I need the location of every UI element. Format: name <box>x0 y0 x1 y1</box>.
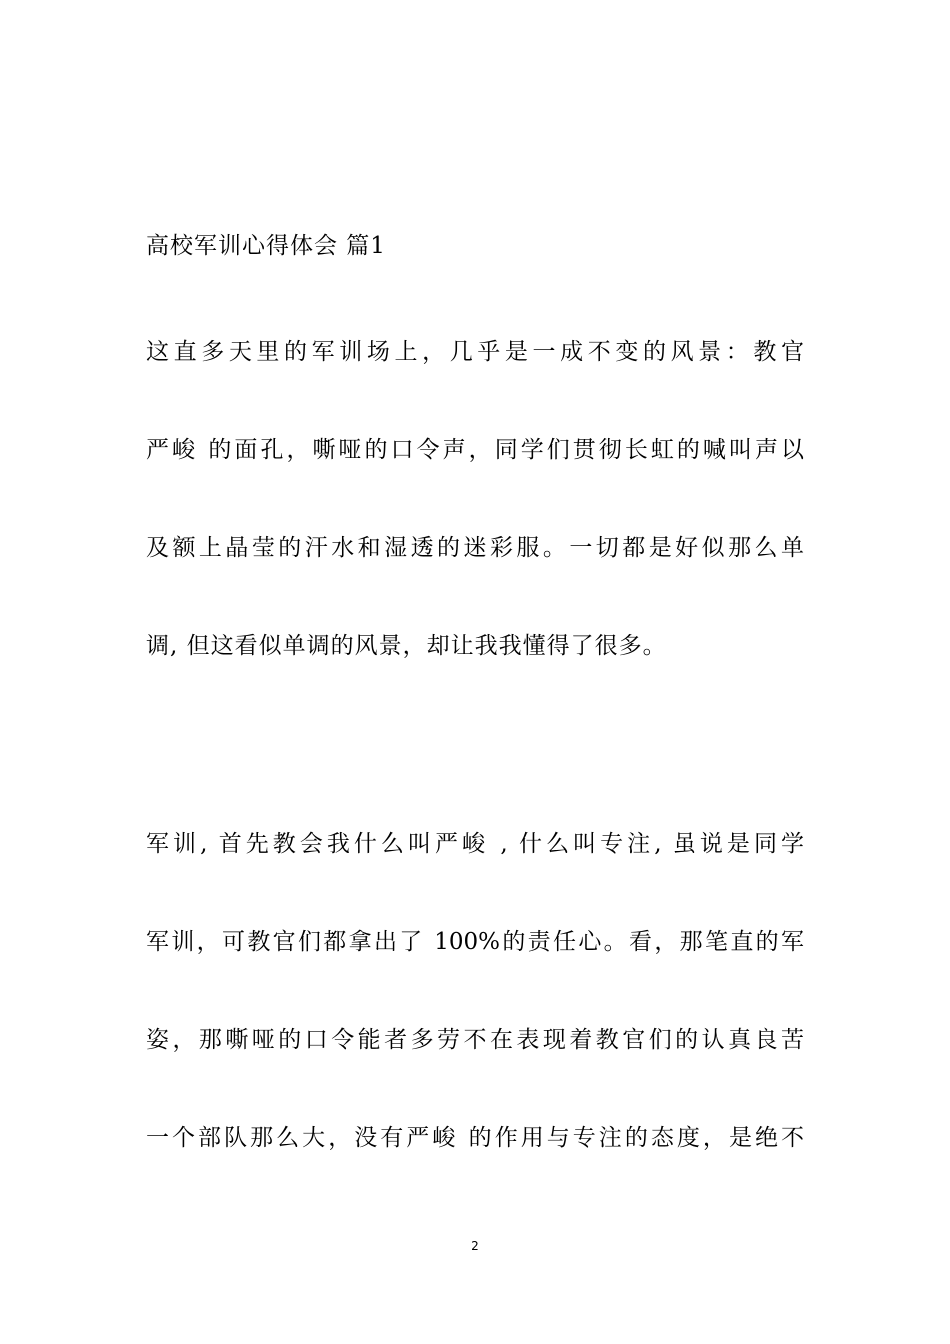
paragraph-2-line-4: 一个部队那么大，没有严峻 的作用与专注的态度，是绝不 <box>146 1125 804 1151</box>
document-title: 高校军训心得体会 篇1 <box>146 233 386 259</box>
paragraph-1-line-2: 严峻 的面孔，嘶哑的口令声，同学们贯彻长虹的喊叫声以 <box>146 437 804 463</box>
paragraph-2-line-2: 军训，可教官们都拿出了 100%的责任心。看，那笔直的军 <box>146 929 804 955</box>
paragraph-2-line-3: 姿，那嘶哑的口令能者多劳不在表现着教官们的认真良苦 <box>146 1027 804 1053</box>
paragraph-1-line-1: 这直多天里的军训场上，几乎是一成不变的风景：教官 <box>146 339 804 365</box>
paragraph-1-line-4: 调, 但这看似单调的风景，却让我我懂得了很多。 <box>146 633 667 659</box>
paragraph-1-line-3: 及额上晶莹的汗水和湿透的迷彩服。一切都是好似那么单 <box>146 535 804 561</box>
paragraph-2-line-1: 军训, 首先教会我什么叫严峻 , 什么叫专注, 虽说是同学 <box>146 831 804 857</box>
page-number: 2 <box>471 1239 479 1253</box>
